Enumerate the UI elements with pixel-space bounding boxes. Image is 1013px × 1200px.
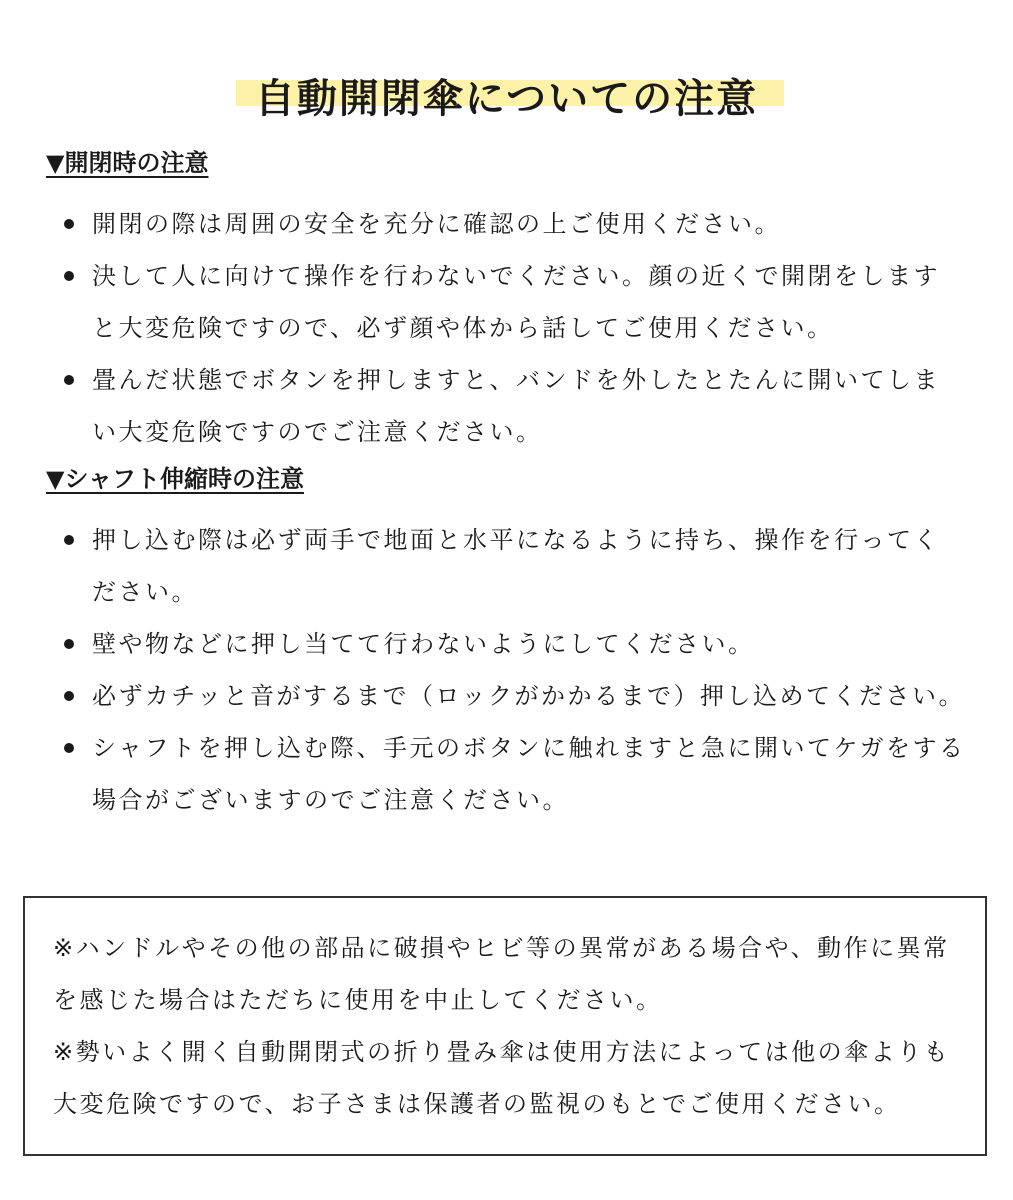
list-item-text: 開閉の際は周囲の安全を充分に確認の上ご使用ください。 [92, 210, 781, 238]
list-item [46, 618, 966, 670]
list-item-text: 押し込む際は必ず両手で地面と水平になるように持ち、操作を行ってください。 [92, 526, 940, 606]
notice-text: ※ハンドルやその他の部品に破損やヒビ等の異常がある場合や、動作に異常を感じた場合はただちに使用を中止してください。 [53, 934, 950, 1014]
list-item [46, 354, 966, 458]
bullet-icon [64, 639, 74, 649]
bullet-icon [64, 535, 74, 545]
bullet-icon [64, 271, 74, 281]
bullet-icon [64, 219, 74, 229]
section-heading: ▼開閉時の注意 [46, 149, 209, 177]
notice-text: ※勢いよく開く自動開閉式の折り畳み傘は使用方法によっては他の傘よりも大変危険ですので、お子さまは保護者の監視のもとでご使用ください。 [53, 1038, 951, 1118]
bullet-icon [64, 743, 74, 753]
section-opening-closing [46, 148, 966, 458]
list-item-text: 畳んだ状態でボタンを押しますと、バンドを外したとたんに開いてしまい大変危険ですのでご注意ください。 [92, 366, 940, 446]
list-item-text: 壁や物などに押し当てて行わないようにしてください。 [92, 630, 755, 658]
list-item [46, 250, 966, 354]
list-item-text: シャフトを押し込む際、手元のボタンに触れますと急に開いてケガをする場合がございますのでご注意ください。 [92, 734, 966, 814]
bullet-icon [64, 691, 74, 701]
bullet-list [46, 514, 966, 826]
list-item [46, 722, 966, 826]
list-item [46, 670, 966, 722]
section-heading: ▼シャフト伸縮時の注意 [46, 465, 304, 493]
section-shaft [46, 464, 966, 826]
list-item-text: 決して人に向けて操作を行わないでください。顔の近くで開閉をしますと大変危険ですので、必ず顔や体から話してご使用ください。 [92, 262, 940, 342]
list-item [46, 198, 966, 250]
title-area [0, 44, 1013, 154]
list-item [46, 514, 966, 618]
list-item-text: 必ずカチッと音がするまで（ロックがかかるまで）押し込めてください。 [92, 682, 966, 710]
bullet-icon [64, 375, 74, 385]
bullet-list [46, 198, 966, 458]
page-title: 自動開閉傘についての注意 [254, 75, 759, 122]
notice-box [23, 896, 987, 1156]
